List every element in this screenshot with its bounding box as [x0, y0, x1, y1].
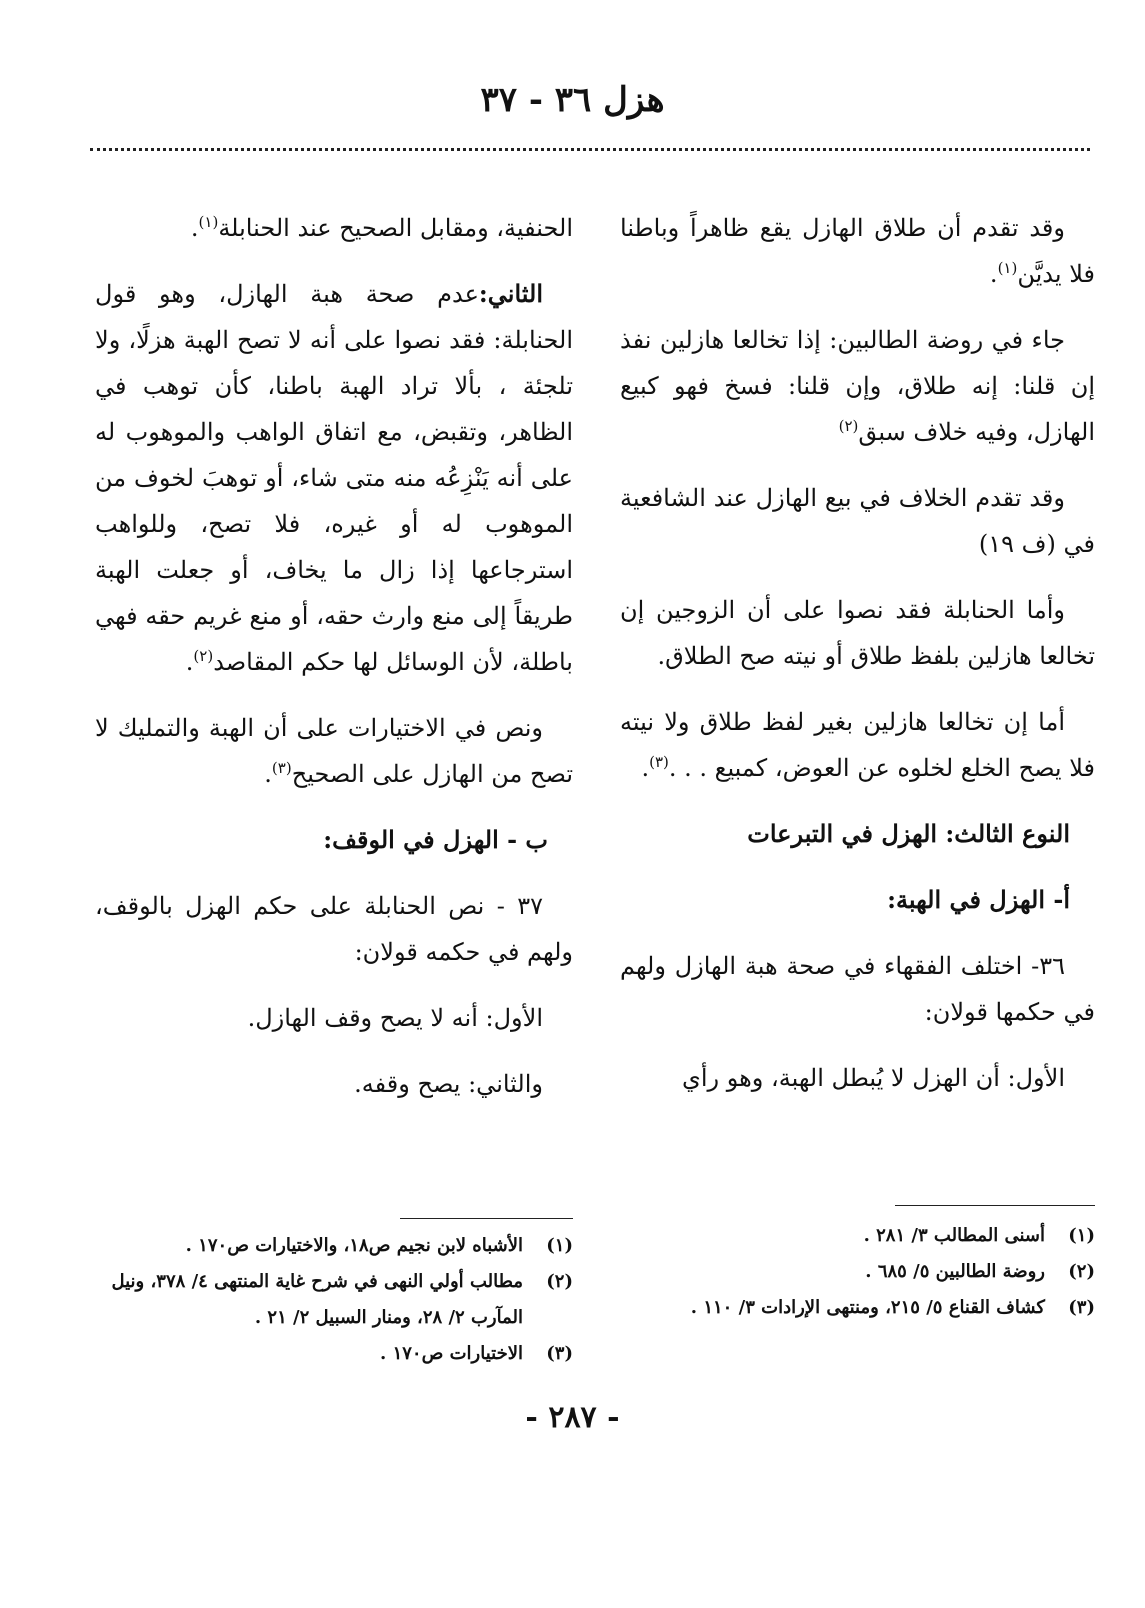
left-column	[95, 205, 573, 1127]
paragraph	[620, 1055, 1095, 1101]
footnote-number: (٢)	[1068, 1261, 1095, 1282]
paragraph-text: أما إن تخالعا هازلين بغير لفظ طلاق ولا نيته فلا يصح الخلع لخلوه عن العوض، كمبيع . . .	[620, 708, 1095, 782]
paragraph-text: الأول: أن الهزل لا يُبطل الهبة، وهو رأي	[682, 1064, 1065, 1092]
paragraph-text: الحنفية، ومقابل الصحيح عند الحنابلة	[218, 214, 573, 242]
paragraph-text: وقد تقدم الخلاف في بيع الهازل عند الشافعية في (ف ١٩)	[620, 484, 1095, 558]
footnote-text: الاختيارات ص١٧٠ .	[380, 1343, 523, 1364]
footnote-number: (٣)	[546, 1343, 573, 1364]
subsection-heading: أ- الهزل في الهبة:	[887, 885, 1070, 914]
paragraph	[620, 943, 1095, 1035]
paragraph-text: والثاني: يصح وقفه.	[354, 1070, 543, 1098]
footnote-separator	[895, 1205, 1095, 1206]
page-number: - ٢٨٧ -	[525, 1400, 620, 1435]
footnote	[95, 1336, 573, 1372]
footnote-separator	[400, 1218, 573, 1219]
footnote-ref: (١)	[198, 213, 219, 231]
paragraph-text: وأما الحنابلة فقد نصوا على أن الزوجين إن تخالعا هازلين بلفظ طلاق أو نيته صح الطلاق.	[620, 596, 1095, 670]
paragraph-text: ٣٧ - نص الحنابلة على حكم الهزل بالوقف، ولهم في حكمه قولان:	[95, 892, 573, 966]
footnotes-left	[95, 1228, 573, 1372]
paragraph-text: الأول: أنه لا يصح وقف الهازل.	[247, 1004, 543, 1032]
footnote	[95, 1264, 573, 1336]
subsection-heading: ب - الهزل في الوقف:	[323, 825, 548, 854]
footnote-number: (١)	[1068, 1225, 1095, 1246]
paragraph-text: ونص في الاختيارات على أن الهبة والتمليك لا تصح من الهازل على الصحيح	[95, 714, 573, 788]
paragraph	[620, 587, 1095, 679]
punctuation: .	[641, 754, 650, 782]
footnote-ref: (٣)	[271, 759, 292, 777]
footnote	[95, 1228, 573, 1264]
footnote-text: أسنى المطالب ٣/ ٢٨١ .	[863, 1225, 1045, 1246]
footnote-number: (٢)	[546, 1271, 573, 1292]
punctuation: .	[989, 260, 998, 288]
page-header-title: هزل ٣٦ - ٣٧	[480, 80, 665, 120]
footnote-text: الأشباه لابن نجيم ص١٨، والاختيارات ص١٧٠ .	[185, 1235, 523, 1256]
section-heading: النوع الثالث: الهزل في التبرعات	[747, 819, 1070, 848]
punctuation: .	[264, 760, 272, 788]
right-column	[620, 205, 1095, 1121]
paragraph-text: عدم صحة هبة الهازل، وهو قول الحنابلة: فقد نصوا على أنه لا تصح الهبة هزلًا، ولا تلجئة ، بألا تراد الهبة باطنا، كأن توهب في الظاهر، وتقبض، مع اتفاق الواهب والموهوب له على أنه يَنْزِعُه منه متى شاء، أو توهبَ لخوف من الموهوب له أو غيره، فلا تصح، وللواهب استرجاعها إذا زال ما يخاف، أو جعلت الهبة طريقاً إلى منع وارث حقه، أو منع غريم حقه فهي باطلة، لأن الوسائل لها حكم المقاصد	[95, 280, 573, 676]
paragraph	[620, 475, 1095, 567]
header-dotted-rule	[90, 148, 1090, 151]
paragraph-text: جاء في روضة الطالبين: إذا تخالعا هازلين نفذ إن قلنا: إنه طلاق، وإن قلنا: فسخ فهو كبيع الهازل، وفيه خلاف سبق	[620, 326, 1095, 446]
punctuation: .	[190, 214, 199, 242]
paragraph	[620, 205, 1095, 297]
footnote-text: كشاف القناع ٥/ ٢١٥، ومنتهى الإرادات ٣/ ١١٠ .	[690, 1297, 1045, 1318]
footnotes-right	[620, 1218, 1095, 1326]
footnote	[620, 1254, 1095, 1290]
paragraph	[620, 699, 1095, 791]
paragraph-lead: الثاني:	[478, 279, 543, 308]
footnote	[620, 1218, 1095, 1254]
footnote-ref: (٣)	[649, 753, 669, 771]
paragraph	[95, 1061, 573, 1107]
paragraph-text: وقد تقدم أن طلاق الهازل يقع ظاهراً وباطنا فلا يديَّن	[620, 214, 1095, 288]
paragraph	[95, 883, 573, 975]
paragraph-text: ٣٦- اختلف الفقهاء في صحة هبة الهازل ولهم في حكمها قولان:	[620, 952, 1095, 1026]
paragraph	[95, 205, 573, 251]
paragraph	[95, 271, 573, 685]
paragraph	[95, 705, 573, 797]
footnote-number: (٣)	[1068, 1297, 1095, 1318]
footnote-text: مطالب أولي النهى في شرح غاية المنتهى ٤/ ٣٧٨، ونيل المآرب ٢/ ٢٨، ومنار السبيل ٢/ ٢١ .	[111, 1271, 523, 1328]
footnote-ref: (١)	[997, 259, 1018, 277]
paragraph	[95, 995, 573, 1041]
footnote-ref: (٢)	[838, 417, 859, 435]
footnote	[620, 1290, 1095, 1326]
footnote-number: (١)	[546, 1235, 573, 1256]
paragraph	[620, 317, 1095, 455]
punctuation: .	[185, 648, 194, 676]
footnote-ref: (٢)	[193, 647, 214, 665]
footnote-text: روضة الطالبين ٥/ ٦٨٥ .	[865, 1261, 1045, 1282]
